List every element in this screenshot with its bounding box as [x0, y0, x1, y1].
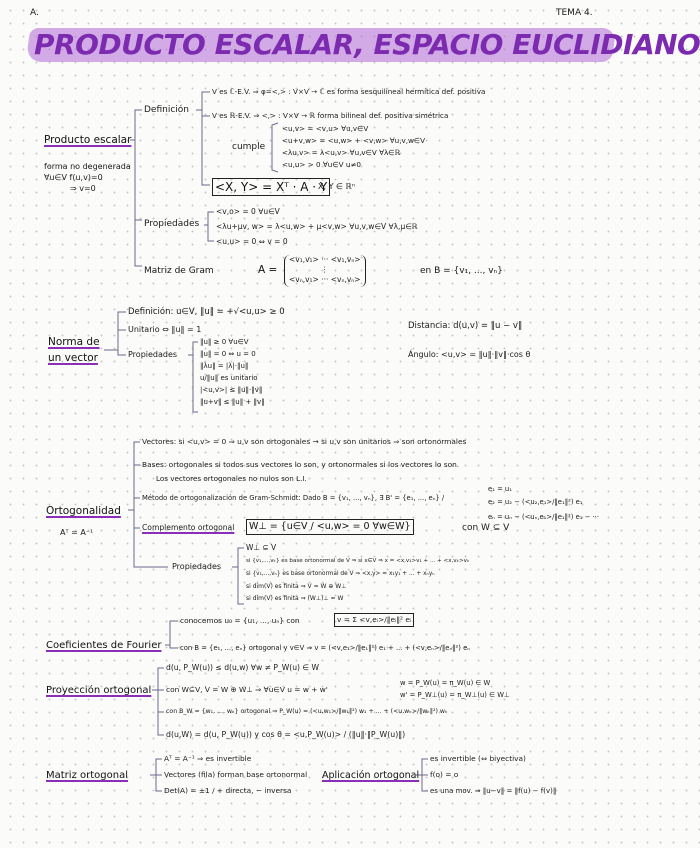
producto-side-note-3: ⇒ v=0 — [70, 184, 96, 193]
proyeccion-line-2a: w = P_W(u) = π_W(u) ∈ W — [400, 679, 491, 687]
proyeccion-line-2: con W⊆V, V = W ⊕ W⊥ ⇒ ∀u∈V u = w + w' — [166, 685, 328, 694]
definicion-label: Definición — [144, 105, 189, 115]
def-line-1: V es ℂ-E.V. ⇒ φ=<,> : V×V → ℂ es forma sesquilineal hermítica def. positiva — [212, 87, 486, 96]
bracket-fourier — [165, 621, 178, 648]
cumple-label: cumple — [232, 142, 266, 152]
producto-escalar-heading: Producto escalar — [44, 134, 132, 146]
gram-lhs: A = — [258, 264, 278, 276]
aplicacion-item-2: f(o) = o — [430, 770, 459, 779]
gram-row-2: <vₙ,v₁> ··· <vₙ,vₙ> — [289, 275, 361, 284]
fourier-line-1: conocemos u₀ = {u₁, ..., uₙ} con — [180, 616, 300, 625]
norma-heading-2: un vector — [48, 352, 98, 364]
norma-definicion: Definición: u∈V, ‖u‖ = +√<u,u> ≥ 0 — [128, 307, 285, 317]
orto-prop-4: si dim(V) es finita ⇒ V = W ⊕ W⊥ — [246, 583, 347, 590]
header-right: TEMA 4. — [556, 8, 593, 18]
gram-basis: en B = {v₁, ..., vₙ} — [420, 266, 503, 276]
norma-distancia: Distancia: d(u,v) = ‖u − v‖ — [408, 321, 523, 331]
orto-vectores: Vectores: si <u,v> = 0 ⇒ u,v son ortogonales → si u,v son unitarios ⇒ son ortonormales — [142, 437, 467, 446]
def-line-2: V es ℝ-E.V. ⇒ <,> : V×V → ℝ forma bilineal def. positiva simétrica — [212, 111, 449, 120]
fourier-line-2: con B = {e₁, ..., eₙ} ortogonal y v∈V ⇒ v = (<v,e₁>/‖e₁‖²) e₁ + ... + (<v,eₙ>/‖eₙ‖²) eₙ — [180, 644, 470, 652]
cumple-item-4: <u,u> > 0 ∀u∈V u≠0 — [282, 160, 361, 169]
aplicacion-item-1: es invertible (⇔ biyectiva) — [430, 754, 526, 763]
bracket-norma — [104, 312, 126, 355]
norma-prop-5: |<u,v>| ≤ ‖u‖·‖v‖ — [200, 386, 263, 394]
gram-row-1: <v₁,v₁> ··· <v₁,vₙ> — [289, 255, 361, 264]
orto-bases-1: Bases: ortogonales si todos sus vectores lo son, y ortonormales si los vectores lo son. — [142, 460, 460, 469]
orto-prop-5: si dim(V) es finita ⇒ (W⊥)⊥ = W — [246, 595, 344, 602]
ortogonalidad-heading: Ortogonalidad — [46, 505, 121, 517]
ortogonalidad-note: Aᵀ = A⁻¹ — [60, 528, 94, 537]
bracket-matriz — [150, 759, 162, 791]
orto-bases-2: Los vectores ortogonales no nulos son L.I. — [156, 474, 307, 483]
complemento-tail: con W ⊆ V — [462, 523, 510, 533]
norma-propiedades-label: Propiedades — [128, 350, 178, 359]
fourier-box: v = Σ <v,eᵢ>/‖eᵢ‖² eᵢ — [334, 613, 414, 627]
header-left: A. — [30, 8, 39, 18]
bracket-propiedades — [204, 212, 214, 241]
proyeccion-line-4: d(u,W) = d(u, P_W(u)) y cos θ = <u,P_W(u)> / (‖u‖·‖P_W(u)‖) — [166, 730, 406, 739]
propiedades-label: Propiedades — [144, 219, 200, 229]
norma-angulo: Ángulo: <u,v> = ‖u‖·‖v‖·cos θ — [408, 350, 531, 359]
norma-prop-4: u/‖u‖ es unitario — [200, 374, 258, 382]
page-title — [28, 22, 700, 66]
orto-prop-3: si {v₁,...,vₙ} es base ortonormal de V ⇒ <x,y> = x₁y₁ + ... + xₙyₙ — [246, 571, 435, 577]
prop-item-2: <λu+μv, w> = λ<u,w> + μ<v,w> ∀u,v,w∈V ∀λ,μ∈ℝ — [216, 222, 418, 231]
bracket-norma-props — [188, 342, 198, 412]
fourier-heading: Coeficientes de Fourier — [46, 640, 162, 651]
orto-gs-2: e₂ = u₂ − (<u₂,e₁>/‖e₁‖²) e₁ — [488, 498, 583, 506]
proyeccion-line-3: con B_W = {w₁, ..., wₖ} ortogonal ⇒ P_W(u) = (<u,w₁>/‖w₁‖²) w₁ + ... + (<u,wₖ>/‖wₖ‖²) wₖ — [166, 708, 448, 715]
norma-prop-3: ‖λu‖ = |λ|·‖u‖ — [200, 362, 249, 370]
gram-dots: ⋮ — [321, 265, 329, 274]
orto-gs-3: eₙ = uₙ − (<uₙ,e₁>/‖e₁‖²) e₁ − ··· — [488, 513, 599, 521]
matriz-item-2: Vectores (fila) forman base ortonormal — [164, 770, 308, 779]
orto-gs-1: e₁ = u₁ — [488, 485, 512, 493]
prop-item-1: <v,o> = 0 ∀u∈V — [216, 207, 280, 216]
matrix-domain: X, Y ∈ ℝⁿ — [318, 182, 356, 191]
matriz-ortogonal-heading: Matriz ortogonal — [46, 770, 128, 781]
cumple-item-3: <λu,v> = λ<u,v> ∀u,v∈V ∀λ∈ℝ — [282, 148, 401, 157]
cumple-item-1: <u,v> = <v,u> ∀u,v∈V — [282, 124, 369, 133]
bracket-producto — [130, 110, 142, 266]
matriz-item-1: Aᵀ = A⁻¹ ⇒ es invertible — [164, 754, 252, 763]
orto-propiedades-label: Propiedades — [172, 562, 222, 571]
bracket-definicion — [196, 92, 210, 185]
orto-prop-2: si {v₁,...,vₖ} es base ortonormal de V ⇒ si x∈V ⇒ x = <x,v₁>v₁ + ... + <x,vₖ>vₖ — [246, 558, 470, 564]
proyeccion-line-2b: w' = P_W⊥(u) = π_W⊥(u) ∈ W⊥ — [400, 691, 510, 699]
bracket-orto-props — [232, 548, 244, 604]
producto-side-note-2: ∀u∈V f(u,v)=0 — [44, 173, 103, 182]
norma-prop-2: ‖u‖ = 0 ⇔ u = 0 — [200, 350, 256, 358]
prop-item-3: <u,u> = 0 ⇔ v = 0 — [216, 237, 288, 246]
producto-side-note-1: forma no degenerada — [44, 162, 131, 171]
aplicacion-item-3: es una mov. ⇒ ‖u−v‖ = ‖f(u) − f(v)‖ — [430, 787, 557, 795]
norma-prop-1: ‖u‖ ≥ 0 ∀u∈V — [200, 338, 249, 346]
title-text: PRODUCTO ESCALAR, ESPACIO EUCLIDIANO — [34, 28, 700, 61]
bracket-proyeccion — [152, 668, 164, 735]
norma-unitario: Unitario ⇔ ‖u‖ = 1 — [128, 325, 202, 334]
matriz-item-3: Det(A) = ±1 / + directa, − inversa — [164, 786, 292, 795]
norma-prop-6: ‖u+v‖ ≤ ‖u‖ + ‖v‖ — [200, 398, 265, 406]
proyeccion-heading: Proyección ortogonal — [46, 685, 152, 696]
gram-matrix — [284, 255, 366, 287]
brace-cumple — [272, 123, 278, 172]
cumple-item-2: <u+v,w> = <u,w> + <v,w> ∀u,v,w∈V — [282, 136, 426, 145]
matrix-form-box: <X, Y> = Xᵀ · A · Y — [212, 178, 330, 196]
norma-heading-1: Norma de — [48, 336, 100, 348]
orto-prop-1: W⊥ ⊆ V — [246, 543, 277, 552]
aplicacion-ortogonal-heading: Aplicación ortogonal — [322, 770, 420, 781]
orto-gram-schmidt: Método de ortogonalización de Gram-Schmidt: Dado B = {v₁, ..., vₙ}, ∃ B' = {e₁, ..., eₙ} / — [142, 494, 445, 502]
proyeccion-line-1: d(u, P_W(u)) ≤ d(u,w) ∀w ≠ P_W(u) ∈ W — [166, 663, 319, 672]
complemento-label: Complemento ortogonal — [142, 523, 235, 532]
complemento-formula: W⊥ = {u∈V / <u,w> = 0 ∀w∈W} — [246, 519, 414, 535]
gram-label: Matriz de Gram — [144, 266, 214, 276]
